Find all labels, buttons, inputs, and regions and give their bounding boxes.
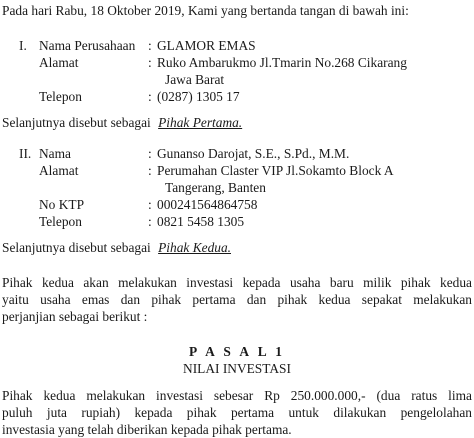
designation-prefix: Selanjutnya disebut sebagai [2,240,151,255]
party-two-designation: Pihak Kedua. [158,240,231,255]
party-one-number: I. [19,38,27,53]
person-phone-label: Telepon [39,214,82,229]
person-phone-value: 0821 5458 1305 [157,214,245,229]
company-phone-label: Telepon [39,89,82,104]
person-address-label: Alamat [39,163,79,178]
agreement-line: Pihak kedua akan melakukan investasi kepada usaha baru milik pihak kedua [2,275,472,290]
person-name-value: Gunanso Darojat, S.E., S.Pd., M.M. [157,146,350,161]
investment-line: Pihak kedua melakukan investasi sebesar Rp 250.000.000,- (dua ratus lima [2,388,472,403]
colon: : [148,214,152,229]
colon: : [148,163,152,178]
pasal-title: NILAI INVESTASI [183,361,291,376]
investment-line: investasia yang telah diberikan kepada pihak pertama. [2,422,292,437]
party-two-number: II. [19,146,32,161]
colon: : [148,55,152,70]
id-number-label: No KTP [39,197,85,212]
opening-statement: Pada hari Rabu, 18 Oktober 2019, Kami yang bertanda tangan di bawah ini: [2,3,409,18]
person-address-value-line2: Tangerang, Banten [165,180,266,195]
company-address-value: Ruko Ambarukmo Jl.Tmarin No.268 Cikarang [157,55,407,70]
company-name-label: Nama Perusahaan [39,38,136,53]
colon: : [148,146,152,161]
company-address-label: Alamat [39,55,79,70]
pasal-heading: P A S A L 1 [189,344,285,359]
investment-line: puluh juta rupiah) kepada pihak pertama untuk dilakukan pengelolahan [2,405,472,420]
person-address-value: Perumahan Claster VIP Jl.Sokamto Block A [157,163,394,178]
company-address-value-line2: Jawa Barat [165,72,225,87]
colon: : [148,197,152,212]
agreement-line: yaitu usaha emas dan pihak pertama dan pihak kedua sepakat melakukan [2,292,472,307]
agreement-line: perjanjian sebagai berikut : [2,309,148,324]
company-name-value: GLAMOR EMAS [157,38,256,53]
party-one-designation-line [2,114,242,131]
id-number-value: 000241564864758 [157,197,258,212]
party-one-designation: Pihak Pertama. [158,115,243,130]
designation-prefix: Selanjutnya disebut sebagai [2,115,151,130]
party-two-designation-line [2,239,231,256]
person-name-label: Nama [39,146,71,161]
colon: : [148,89,152,104]
company-phone-value: (0287) 1305 17 [157,89,240,104]
colon: : [148,38,152,53]
